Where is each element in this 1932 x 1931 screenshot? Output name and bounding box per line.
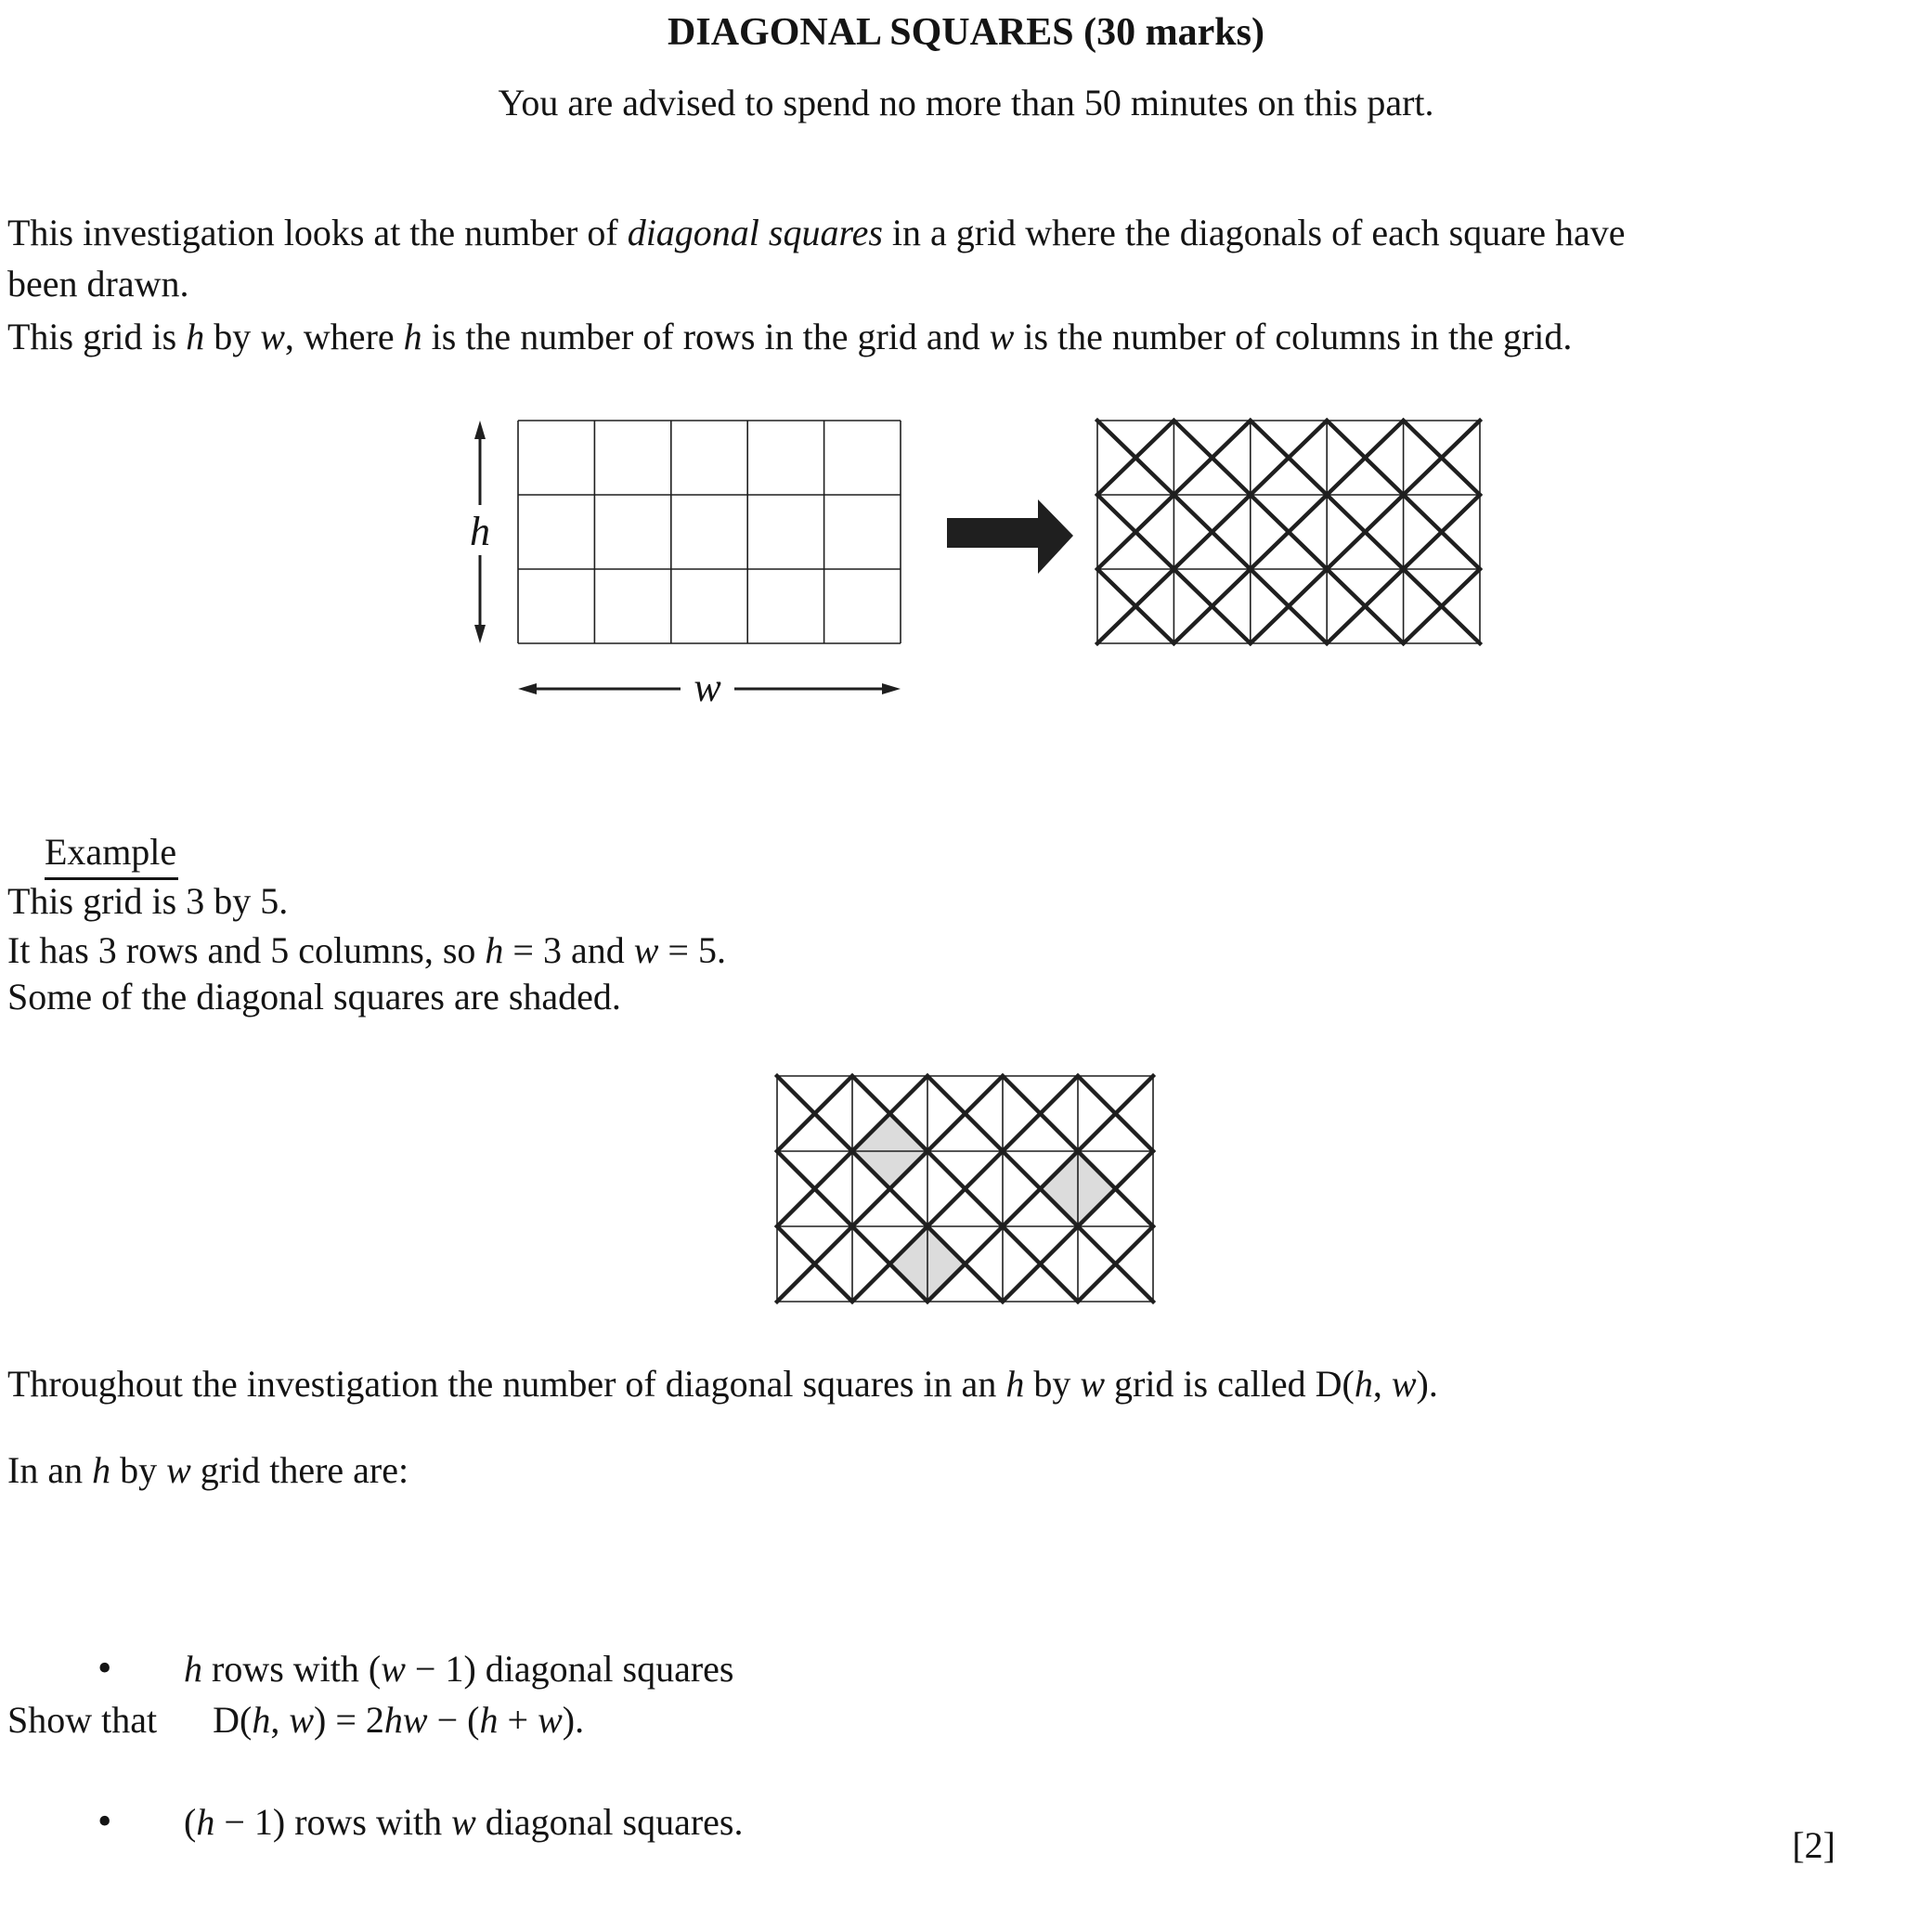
advisory-note: You are advised to spend no more than 50 minutes on this part. <box>498 82 1434 123</box>
text-run: rows with ( <box>202 1648 382 1690</box>
example-heading-text: Example <box>45 827 178 880</box>
text-run: h <box>1005 1363 1025 1405</box>
intro-line-2: been drawn. <box>7 263 189 305</box>
text-run: w <box>1391 1363 1417 1405</box>
text-run: by <box>1024 1363 1081 1405</box>
transform-arrow-icon <box>938 483 1086 594</box>
bullet-text <box>184 1648 733 1690</box>
text-run: − 1) rows with <box>214 1801 452 1843</box>
text-run: w <box>260 316 285 357</box>
figure-plain-grid <box>446 399 966 752</box>
intro-line-1 <box>7 208 1626 258</box>
text-run: w <box>1080 1363 1105 1405</box>
text-run: grid is called D( <box>1105 1363 1355 1405</box>
text-run: − 1) diagonal squares <box>405 1648 734 1690</box>
text-run: w <box>166 1449 191 1491</box>
figure-shaded-grid <box>761 1058 1170 1318</box>
example-line-3: Some of the diagonal squares are shaded. <box>7 976 621 1017</box>
bullet-text <box>184 1801 743 1843</box>
text-run: by <box>204 316 261 357</box>
text-run: D( <box>157 1699 253 1741</box>
text-run: h <box>403 316 422 357</box>
text-run: − ( <box>427 1699 480 1741</box>
page-title: DIAGONAL SQUARES (30 marks) <box>668 11 1264 54</box>
text-run: w <box>289 1699 315 1741</box>
text-run: , where <box>284 316 404 357</box>
text-run: grid there are: <box>190 1449 409 1491</box>
marks-badge: [2] <box>1792 1824 1835 1866</box>
text-run: h <box>186 316 205 357</box>
list-item <box>7 1642 743 1695</box>
text-run: hw <box>383 1699 428 1741</box>
text-run: This grid is <box>7 316 187 357</box>
text-run: by <box>110 1449 167 1491</box>
text-run: h <box>1354 1363 1373 1405</box>
list-item <box>7 1795 743 1848</box>
text-run: Throughout the investigation the number of diagonal squares in an <box>7 1363 1006 1405</box>
text-run: In an <box>7 1449 93 1491</box>
bullet-icon: • <box>97 1798 112 1844</box>
text-run: , <box>270 1699 290 1741</box>
text-run: w <box>989 316 1015 357</box>
text-run: It has 3 rows and 5 columns, so <box>7 929 486 971</box>
text-run: is the number of rows in the grid and <box>421 316 990 357</box>
text-run: h <box>196 1801 215 1843</box>
text-run: w <box>633 929 659 971</box>
text-run: ( <box>184 1801 197 1843</box>
bullet-icon: • <box>97 1645 112 1691</box>
intro-line-3 <box>7 312 1572 362</box>
example-line-2 <box>7 926 726 976</box>
text-run: ). <box>562 1699 585 1741</box>
text-run: h <box>479 1699 499 1741</box>
text-run: diagonal squares. <box>475 1801 744 1843</box>
text-run: = 3 and <box>503 929 634 971</box>
text-run: w <box>451 1801 476 1843</box>
in-grid-paragraph <box>7 1445 408 1496</box>
text-run: h <box>485 929 504 971</box>
text-run: ) = 2 <box>314 1699 384 1741</box>
throughout-paragraph <box>7 1359 1438 1409</box>
text-run: h <box>252 1699 271 1741</box>
text-run: h <box>92 1449 111 1491</box>
text-run: ). <box>1416 1363 1438 1405</box>
text-run: w <box>538 1699 563 1741</box>
text-run: in a grid where the diagonals of each square have <box>882 212 1626 253</box>
text-run: h <box>184 1648 202 1690</box>
h-label: h <box>470 509 490 554</box>
text-run: = 5. <box>658 929 726 971</box>
text-run: w <box>381 1648 406 1690</box>
w-label: w <box>694 665 721 710</box>
example-line-1: This grid is 3 by 5. <box>7 880 289 922</box>
text-run: diagonal squares <box>627 212 883 253</box>
figure-diagonal-grid <box>1086 399 1504 659</box>
text-run: Show that <box>7 1699 158 1741</box>
text-run: This investigation looks at the number of <box>7 212 628 253</box>
text-run: , <box>1372 1363 1392 1405</box>
show-that-line <box>7 1695 584 1745</box>
text-run: + <box>498 1699 538 1741</box>
text-run: is the number of columns in the grid. <box>1014 316 1573 357</box>
